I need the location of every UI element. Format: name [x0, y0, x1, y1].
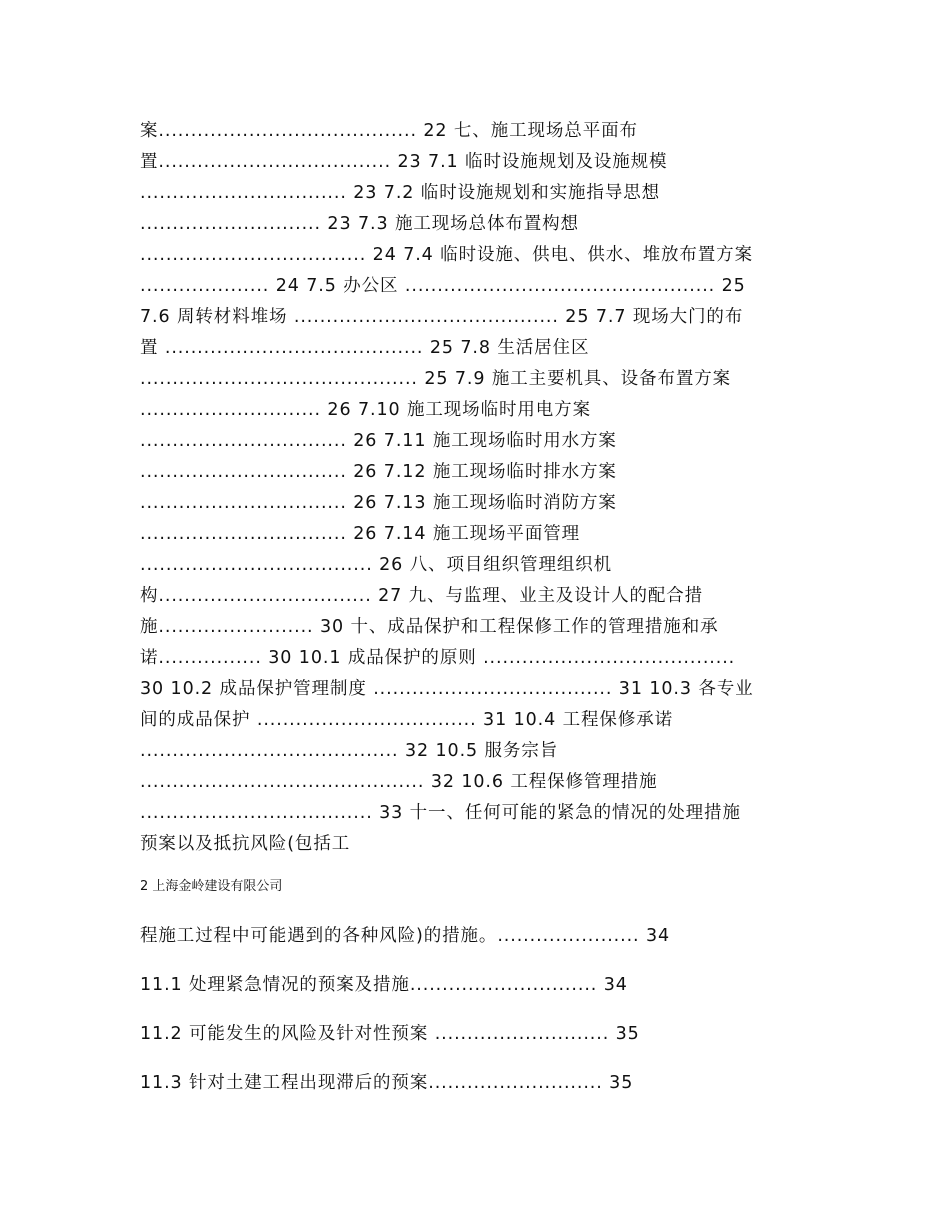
toc-line: 11.1 处理紧急情况的预案及措施............................. 34	[140, 975, 628, 995]
toc-line: .................... 24 7.5 办公区 ................................................ 25	[140, 276, 746, 296]
toc-line: ................................... 24 7.4 临时设施、供电、供水、堆放布置方案	[140, 245, 753, 265]
toc-line: 程施工过程中可能遇到的各种风险)的措施。...................... 34	[140, 926, 671, 946]
toc-line: 案........................................ 22 七、施工现场总平面布	[140, 121, 638, 141]
toc-line: 11.3 针对土建工程出现滞后的预案........................... 35	[140, 1073, 634, 1093]
toc-line: 构................................. 27 九、与监理、业主及设计人的配合措	[140, 586, 704, 606]
toc-line: 11.2 可能发生的风险及针对性预案 ........................... 35	[140, 1024, 640, 1044]
toc-line: 置.................................... 23 7.1 临时设施规划及设施规模	[140, 152, 668, 172]
toc-line: 置 ........................................ 25 7.8 生活居住区	[140, 338, 590, 358]
toc-line: .................................... 33 十一、任何可能的紧急的情况的处理措施	[140, 803, 741, 823]
toc-line: 施........................ 30 十、成品保护和工程保修工作的管理措施和承	[140, 617, 719, 637]
toc-line: ............................................ 32 10.6 工程保修管理措施	[140, 772, 658, 792]
toc-line: ........................................ 32 10.5 服务宗旨	[140, 741, 559, 761]
toc-line: ............................ 23 7.3 施工现场总体布置构想	[140, 214, 579, 234]
table-of-contents-continued	[140, 920, 830, 1116]
toc-line: 间的成品保护 .................................. 31 10.4 工程保修承诺	[140, 710, 674, 730]
page-footer: 2 上海金岭建设有限公司	[140, 879, 283, 894]
toc-line: ................................ 26 7.13 施工现场临时消防方案	[140, 493, 617, 513]
toc-line: ........................................... 25 7.9 施工主要机具、设备布置方案	[140, 369, 732, 389]
toc-line: 7.6 周转材料堆场 ......................................... 25 7.7 现场大门的布	[140, 307, 744, 327]
toc-line: ................................ 26 7.11 施工现场临时用水方案	[140, 431, 617, 451]
toc-line: 30 10.2 成品保护管理制度 ..................................... 31 10.3 各专业	[140, 679, 754, 699]
toc-line: 预案以及抵抗风险(包括工	[140, 834, 351, 854]
toc-line: ................................ 26 7.12 施工现场临时排水方案	[140, 462, 617, 482]
table-of-contents	[140, 116, 830, 860]
toc-line: 诺................ 30 10.1 成品保护的原则 .......................................	[140, 648, 736, 668]
toc-line: ................................ 23 7.2 临时设施规划和实施指导思想	[140, 183, 660, 203]
toc-line: .................................... 26 八、项目组织管理组织机	[140, 555, 613, 575]
toc-line: ............................ 26 7.10 施工现场临时用电方案	[140, 400, 591, 420]
toc-line: ................................ 26 7.14 施工现场平面管理	[140, 524, 581, 544]
